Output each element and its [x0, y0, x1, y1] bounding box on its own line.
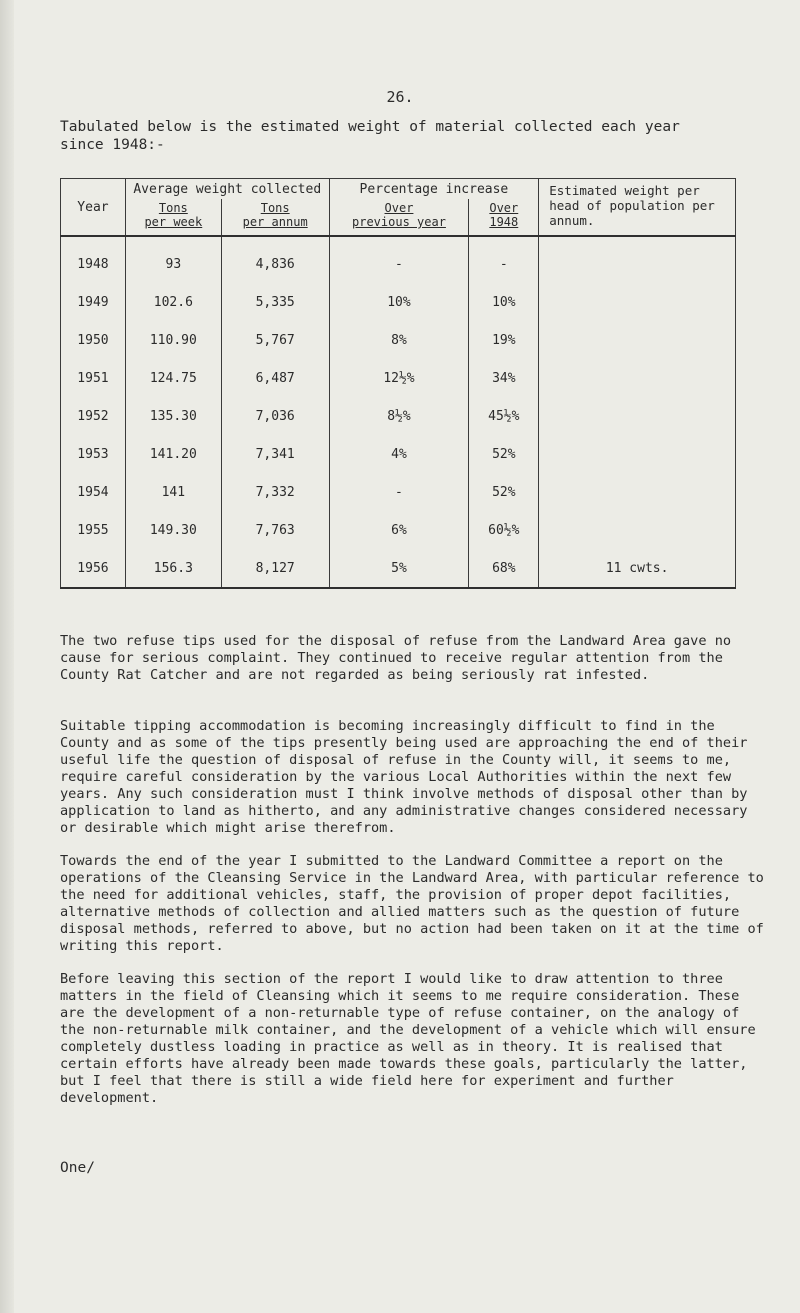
cell-estimated [539, 473, 736, 511]
cell-per-annum: 5,767 [221, 321, 329, 359]
cell-per-week: 141.20 [125, 435, 221, 473]
cell-per-annum: 7,763 [221, 511, 329, 549]
table-row [61, 473, 736, 511]
cell-over-previous: 12½% [329, 359, 469, 397]
paragraph-text: Towards the end of the year I submitted to the Landward Committee a report on the operations of the Cleansing Service in the Landward Area, with particular reference to the need for additional vehicles, staff, the provision of proper depot facilities, alternative methods of collection and allied matters such as the question of future disposal methods, referred to above, but no action had been taken on it at the time of writing this report. [60, 853, 764, 954]
cell-per-week: 135.30 [125, 397, 221, 435]
cell-over-1948: 34% [469, 359, 539, 397]
header-average-weight: Average weight collected [125, 179, 329, 200]
cell-over-1948: 52% [469, 473, 539, 511]
table-row [61, 321, 736, 359]
cell-year: 1948 [61, 236, 126, 283]
cell-per-annum: 6,487 [221, 359, 329, 397]
cell-per-annum: 4,836 [221, 236, 329, 283]
cell-per-week: 141 [125, 473, 221, 511]
table-row [61, 549, 736, 588]
cell-over-previous: 10% [329, 283, 469, 321]
cell-per-week: 110.90 [125, 321, 221, 359]
cell-per-week: 149.30 [125, 511, 221, 549]
cell-per-week: 124.75 [125, 359, 221, 397]
cell-year: 1954 [61, 473, 126, 511]
cell-estimated [539, 359, 736, 397]
table-row [61, 359, 736, 397]
cell-estimated: 11 cwts. [539, 549, 736, 588]
cell-per-annum: 7,036 [221, 397, 329, 435]
cell-estimated [539, 511, 736, 549]
table-row [61, 397, 736, 435]
header-tons-per-annum: Tons per annum [221, 199, 329, 236]
table-row [61, 236, 736, 283]
cell-year: 1952 [61, 397, 126, 435]
cell-per-week: 102.6 [125, 283, 221, 321]
paragraph-text: The two refuse tips used for the disposal of refuse from the Landward Area gave no cause for serious complaint. They continued to receive regular attention from the County Rat Catcher and are not regarded as being seriously rat infested. [60, 633, 732, 683]
cell-per-annum: 5,335 [221, 283, 329, 321]
header-percentage-increase: Percentage increase [329, 179, 539, 200]
cell-over-previous: 8% [329, 321, 469, 359]
binding-edge [0, 0, 14, 1313]
cell-estimated [539, 435, 736, 473]
cell-estimated [539, 321, 736, 359]
cell-year: 1949 [61, 283, 126, 321]
cell-year: 1950 [61, 321, 126, 359]
cell-over-1948: 10% [469, 283, 539, 321]
cell-over-1948: 52% [469, 435, 539, 473]
cell-over-1948: - [469, 236, 539, 283]
cell-over-previous: 8½% [329, 397, 469, 435]
cell-per-annum: 7,332 [221, 473, 329, 511]
paragraph-tipping-accommodation [60, 718, 770, 837]
cell-over-1948: 19% [469, 321, 539, 359]
cell-over-1948: 68% [469, 549, 539, 588]
header-over-1948: Over 1948 [469, 199, 539, 236]
cell-year: 1951 [61, 359, 126, 397]
cell-year: 1955 [61, 511, 126, 549]
cell-over-previous: - [329, 236, 469, 283]
catchword: One/ [60, 1160, 95, 1176]
refuse-weight-table [60, 178, 736, 589]
header-tons-per-week: Tons per week [125, 199, 221, 236]
page-number: 26. [386, 88, 414, 106]
cell-over-previous: 5% [329, 549, 469, 588]
cell-year: 1956 [61, 549, 126, 588]
paragraph-refuse-tips [60, 633, 770, 684]
table-row [61, 435, 736, 473]
cell-year: 1953 [61, 435, 126, 473]
paragraph-landward-committee [60, 853, 770, 955]
table-row [61, 511, 736, 549]
header-year: Year [61, 179, 126, 237]
cell-per-annum: 7,341 [221, 435, 329, 473]
cell-estimated [539, 283, 736, 321]
header-estimated-weight: Estimated weight per head of population per annum. [539, 179, 736, 237]
paragraph-text: Before leaving this section of the report I would like to draw attention to three matters in the field of Cleansing which it seems to me require consideration. These are the development of a non-returnable type of refuse container, on the analogy of the non-returnable milk container, and the development of a vehicle which will ensure completely dustless loading in practice as well as in theory. It is realised that certain efforts have already been made towards these goals, particularly the latter, but I feel that there is still a wide field here for experiment and further development. [60, 971, 756, 1106]
cell-over-previous: - [329, 473, 469, 511]
cell-over-1948: 45½% [469, 397, 539, 435]
intro-text: Tabulated below is the estimated weight of material collected each year since 1948:- [60, 119, 680, 153]
cell-over-previous: 4% [329, 435, 469, 473]
cell-per-annum: 8,127 [221, 549, 329, 588]
cell-estimated [539, 397, 736, 435]
header-over-previous-year: Over previous year [329, 199, 469, 236]
table-row [61, 283, 736, 321]
cell-estimated [539, 236, 736, 283]
paragraph-cleansing-matters [60, 971, 770, 1107]
cell-per-week: 156.3 [125, 549, 221, 588]
paragraph-text: Suitable tipping accommodation is becoming increasingly difficult to find in the County and as some of the tips presently being used are approaching the end of their useful life the question of disposal of refuse in the County will, it seems to me, require careful consideration by the various Local Authorities within the next few years. Any such consideration must I think involve methods of disposal other than by application to land as hitherto, and any administrative changes considered necessary or desirable which might arise therefrom. [60, 718, 748, 836]
cell-per-week: 93 [125, 236, 221, 283]
cell-over-1948: 60½% [469, 511, 539, 549]
cell-over-previous: 6% [329, 511, 469, 549]
